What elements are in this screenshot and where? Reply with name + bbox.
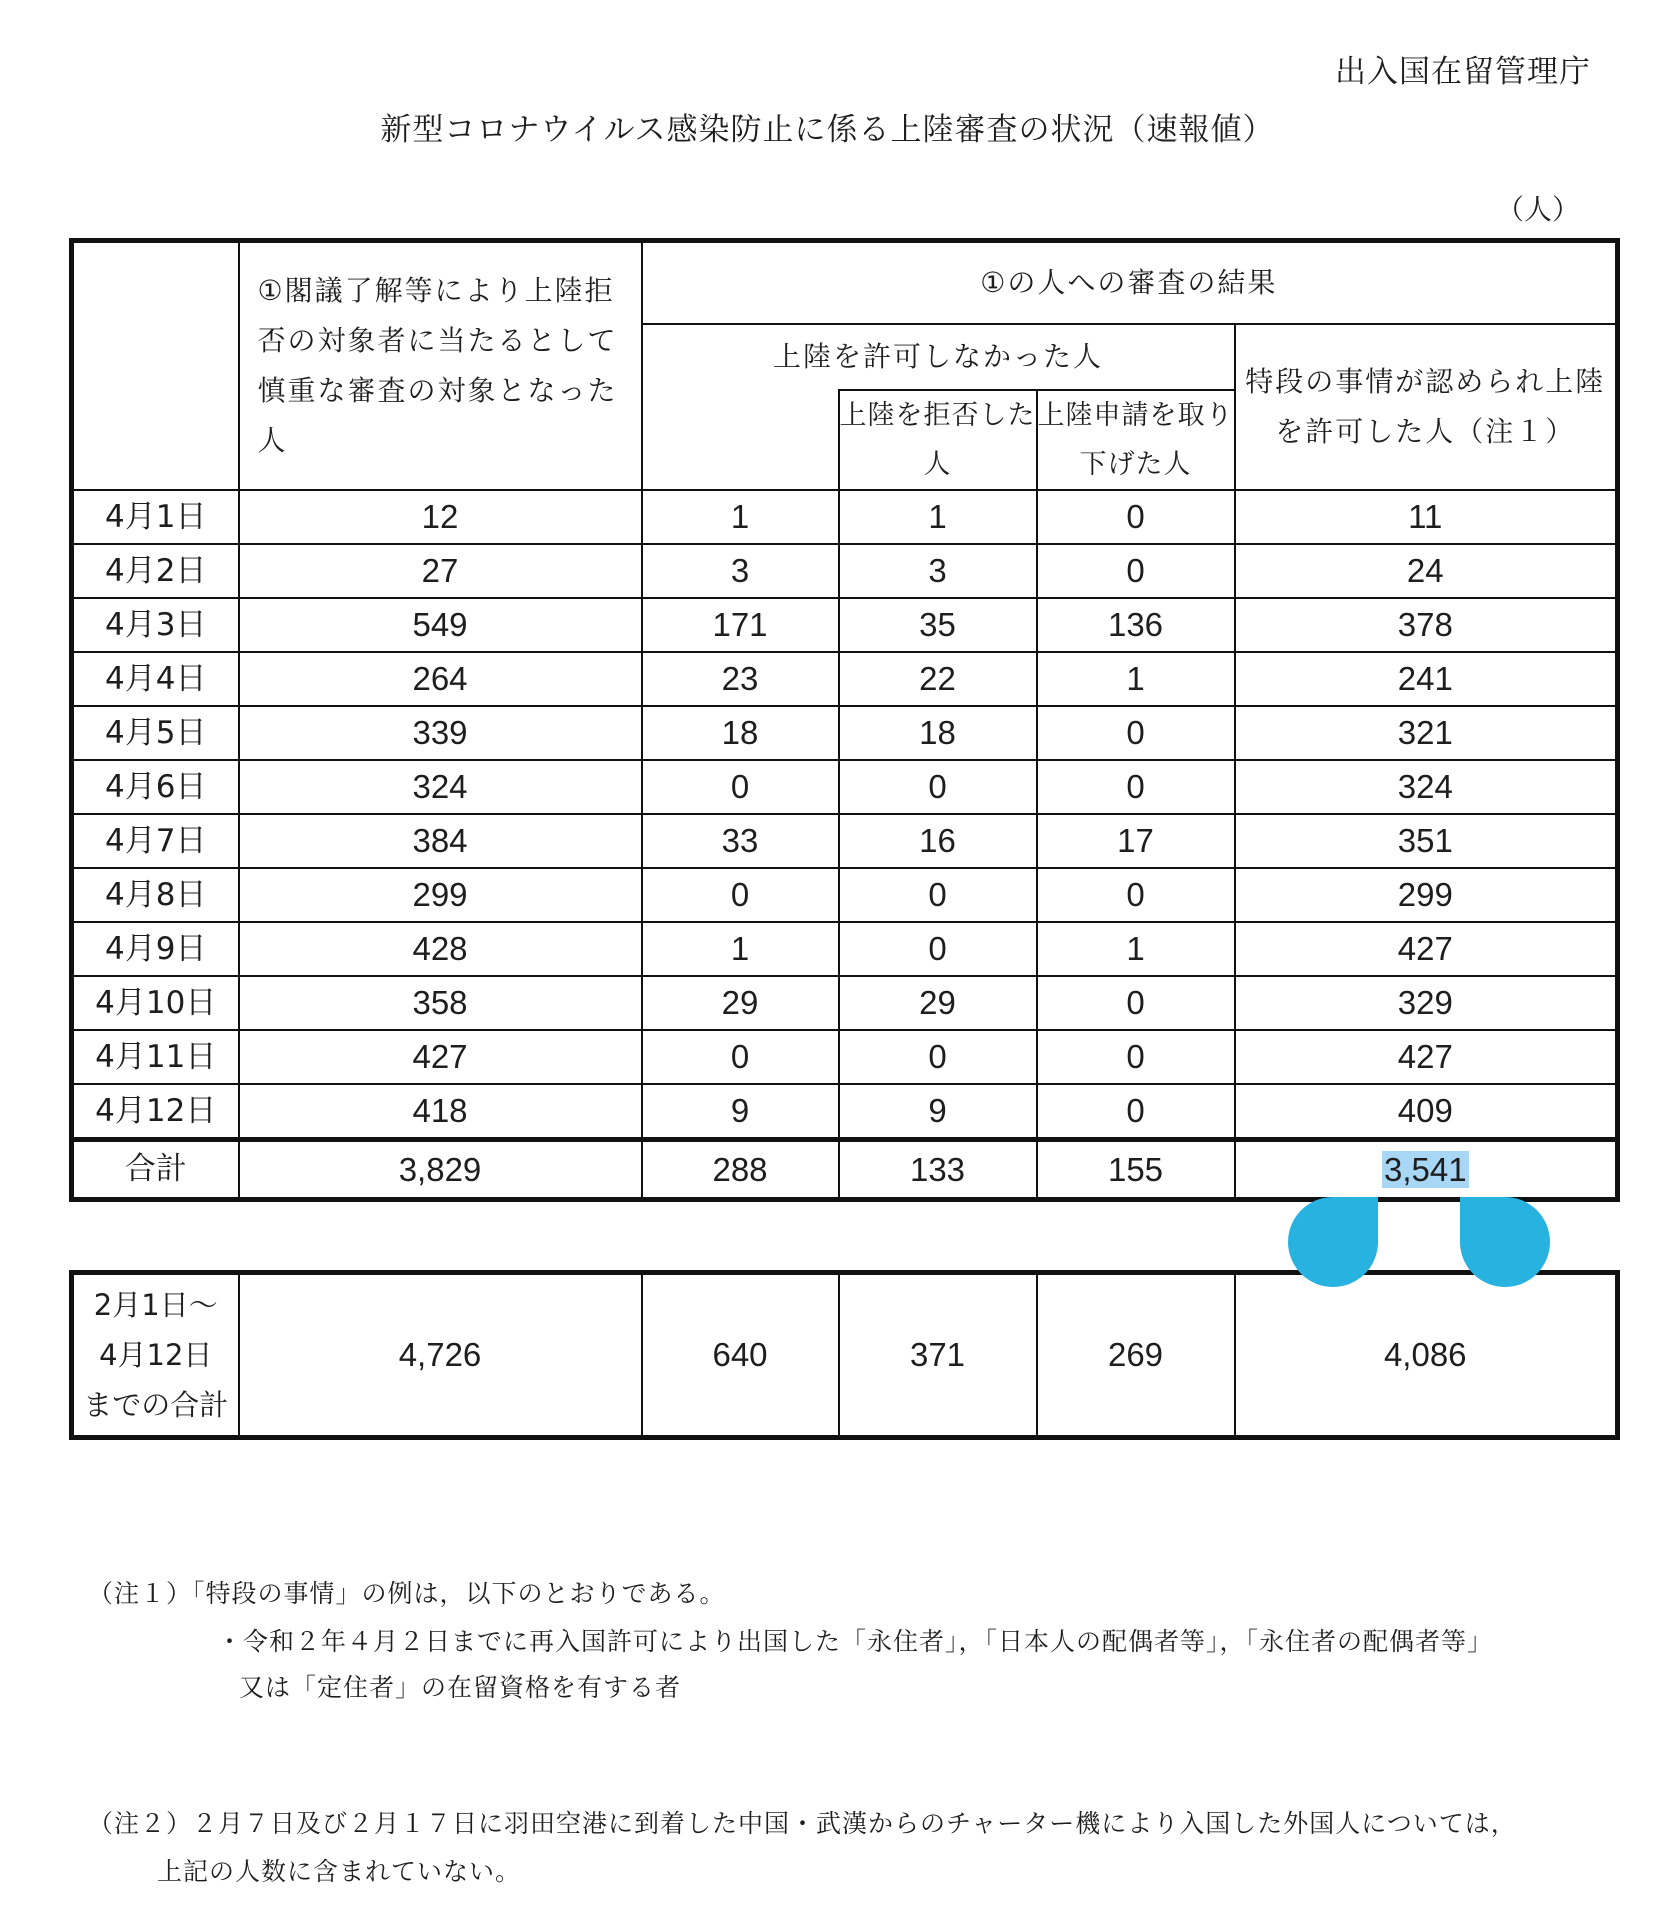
row-refused: 0 — [839, 760, 1037, 814]
row-subject: 428 — [239, 922, 642, 976]
row-refused: 0 — [839, 1030, 1037, 1084]
row-special: 351 — [1235, 814, 1618, 868]
row-date: 4月4日 — [72, 652, 239, 706]
total-subject: 3,829 — [239, 1140, 642, 1200]
row-date: 4月6日 — [72, 760, 239, 814]
row-subject: 27 — [239, 544, 642, 598]
header-special: 特段の事情が認められ上陸を許可した人（注１） — [1235, 324, 1618, 490]
row-date: 4月12日 — [72, 1084, 239, 1140]
row-special: 321 — [1235, 706, 1618, 760]
header-refused: 上陸を拒否した人 — [839, 390, 1037, 490]
row-not-permitted: 171 — [642, 598, 839, 652]
row-date: 4月1日 — [72, 490, 239, 544]
row-withdrew: 0 — [1037, 1084, 1235, 1140]
row-refused: 3 — [839, 544, 1037, 598]
row-special: 378 — [1235, 598, 1618, 652]
period-label-line1: 2月1日～ — [93, 1288, 218, 1322]
table-row — [72, 868, 1618, 922]
total-row — [72, 1140, 1618, 1200]
row-not-permitted: 0 — [642, 868, 839, 922]
row-not-permitted: 3 — [642, 544, 839, 598]
note2-text: （注２）２月７日及び２月１７日に羽田空港に到着した中国・武漢からのチャーター機により入国した外国人については， — [88, 1809, 1517, 1838]
selection-start-handle[interactable] — [1288, 1197, 1378, 1287]
row-date: 4月8日 — [72, 868, 239, 922]
table-row — [72, 760, 1618, 814]
agency-name: 出入国在留管理庁 — [1335, 54, 1591, 90]
row-date: 4月2日 — [72, 544, 239, 598]
table-row — [72, 652, 1618, 706]
unit-label: （人） — [1495, 193, 1580, 226]
total-special[interactable]: 3,541 — [1383, 1150, 1467, 1188]
row-date: 4月11日 — [72, 1030, 239, 1084]
header-not-permitted: 上陸を許可しなかった人 — [642, 324, 1235, 390]
row-date: 4月9日 — [72, 922, 239, 976]
table-row — [72, 490, 1618, 544]
table-row — [72, 1084, 1618, 1140]
header-subject: ①閣議了解等により上陸拒否の対象者に当たるとして慎重な審査の対象となった人 — [239, 241, 642, 491]
row-not-permitted: 18 — [642, 706, 839, 760]
note1-heading: （注１）「特段の事情」の例は，以下のとおりである。 — [88, 1579, 726, 1608]
table-row — [72, 598, 1618, 652]
row-withdrew: 0 — [1037, 760, 1235, 814]
total-withdrew: 155 — [1037, 1140, 1235, 1200]
table-row — [72, 922, 1618, 976]
table-row — [72, 1030, 1618, 1084]
period-withdrew: 269 — [1037, 1273, 1235, 1438]
row-withdrew: 136 — [1037, 598, 1235, 652]
row-withdrew: 0 — [1037, 868, 1235, 922]
row-not-permitted: 33 — [642, 814, 839, 868]
table-row — [72, 544, 1618, 598]
row-not-permitted: 0 — [642, 1030, 839, 1084]
selection-end-handle[interactable] — [1460, 1197, 1550, 1287]
row-subject: 12 — [239, 490, 642, 544]
daily-screening-table — [69, 238, 1620, 1202]
row-refused: 0 — [839, 922, 1037, 976]
row-subject: 324 — [239, 760, 642, 814]
note2-text-cont: 上記の人数に含まれていない。 — [157, 1857, 522, 1886]
period-label — [72, 1273, 239, 1438]
row-refused: 0 — [839, 868, 1037, 922]
note1-item-cont: 又は「定住者」の在留資格を有する者 — [239, 1673, 682, 1702]
corner-cell — [72, 241, 239, 491]
row-special: 427 — [1235, 1030, 1618, 1084]
row-withdrew: 17 — [1037, 814, 1235, 868]
period-subject: 4,726 — [239, 1273, 642, 1438]
row-date: 4月10日 — [72, 976, 239, 1030]
header-not-permitted-blank — [642, 390, 839, 490]
row-withdrew: 0 — [1037, 544, 1235, 598]
table-row — [72, 706, 1618, 760]
row-date: 4月7日 — [72, 814, 239, 868]
row-special: 409 — [1235, 1084, 1618, 1140]
row-refused: 9 — [839, 1084, 1037, 1140]
row-special: 324 — [1235, 760, 1618, 814]
note1-item: ・令和２年４月２日までに再入国許可により出国した「永住者」，「日本人の配偶者等」，「永住者の配偶者等」 — [217, 1627, 1494, 1656]
row-refused: 22 — [839, 652, 1037, 706]
row-refused: 16 — [839, 814, 1037, 868]
table-row — [72, 814, 1618, 868]
row-refused: 29 — [839, 976, 1037, 1030]
row-subject: 358 — [239, 976, 642, 1030]
total-special-cell — [1235, 1140, 1618, 1200]
row-refused: 35 — [839, 598, 1037, 652]
period-label-line3: までの合計 — [83, 1388, 229, 1422]
row-date: 4月5日 — [72, 706, 239, 760]
period-total-table — [69, 1270, 1620, 1440]
row-withdrew: 1 — [1037, 652, 1235, 706]
row-subject: 299 — [239, 868, 642, 922]
page-title: 新型コロナウイルス感染防止に係る上陸審査の状況（速報値） — [380, 112, 1275, 148]
row-not-permitted: 23 — [642, 652, 839, 706]
row-special: 427 — [1235, 922, 1618, 976]
row-subject: 418 — [239, 1084, 642, 1140]
header-withdrew: 上陸申請を取り下げた人 — [1037, 390, 1235, 490]
row-date: 4月3日 — [72, 598, 239, 652]
row-not-permitted: 1 — [642, 922, 839, 976]
header-result-group: ①の人への審査の結果 — [642, 241, 1618, 325]
period-special: 4,086 — [1235, 1273, 1618, 1438]
period-label-line2: 4月12日 — [99, 1338, 213, 1372]
row-special: 329 — [1235, 976, 1618, 1030]
row-not-permitted: 29 — [642, 976, 839, 1030]
table-row — [72, 976, 1618, 1030]
row-subject: 427 — [239, 1030, 642, 1084]
row-special: 11 — [1235, 490, 1618, 544]
row-not-permitted: 9 — [642, 1084, 839, 1140]
row-subject: 549 — [239, 598, 642, 652]
row-special: 241 — [1235, 652, 1618, 706]
row-subject: 384 — [239, 814, 642, 868]
row-special: 24 — [1235, 544, 1618, 598]
total-label: 合計 — [72, 1140, 239, 1200]
row-subject: 264 — [239, 652, 642, 706]
period-total-row — [72, 1273, 1618, 1438]
row-withdrew: 0 — [1037, 706, 1235, 760]
row-not-permitted: 0 — [642, 760, 839, 814]
row-refused: 1 — [839, 490, 1037, 544]
period-not-permitted: 640 — [642, 1273, 839, 1438]
total-not-permitted: 288 — [642, 1140, 839, 1200]
row-special: 299 — [1235, 868, 1618, 922]
row-withdrew: 0 — [1037, 976, 1235, 1030]
period-refused: 371 — [839, 1273, 1037, 1438]
row-withdrew: 1 — [1037, 922, 1235, 976]
row-subject: 339 — [239, 706, 642, 760]
row-not-permitted: 1 — [642, 490, 839, 544]
row-withdrew: 0 — [1037, 1030, 1235, 1084]
row-refused: 18 — [839, 706, 1037, 760]
total-refused: 133 — [839, 1140, 1037, 1200]
row-withdrew: 0 — [1037, 490, 1235, 544]
